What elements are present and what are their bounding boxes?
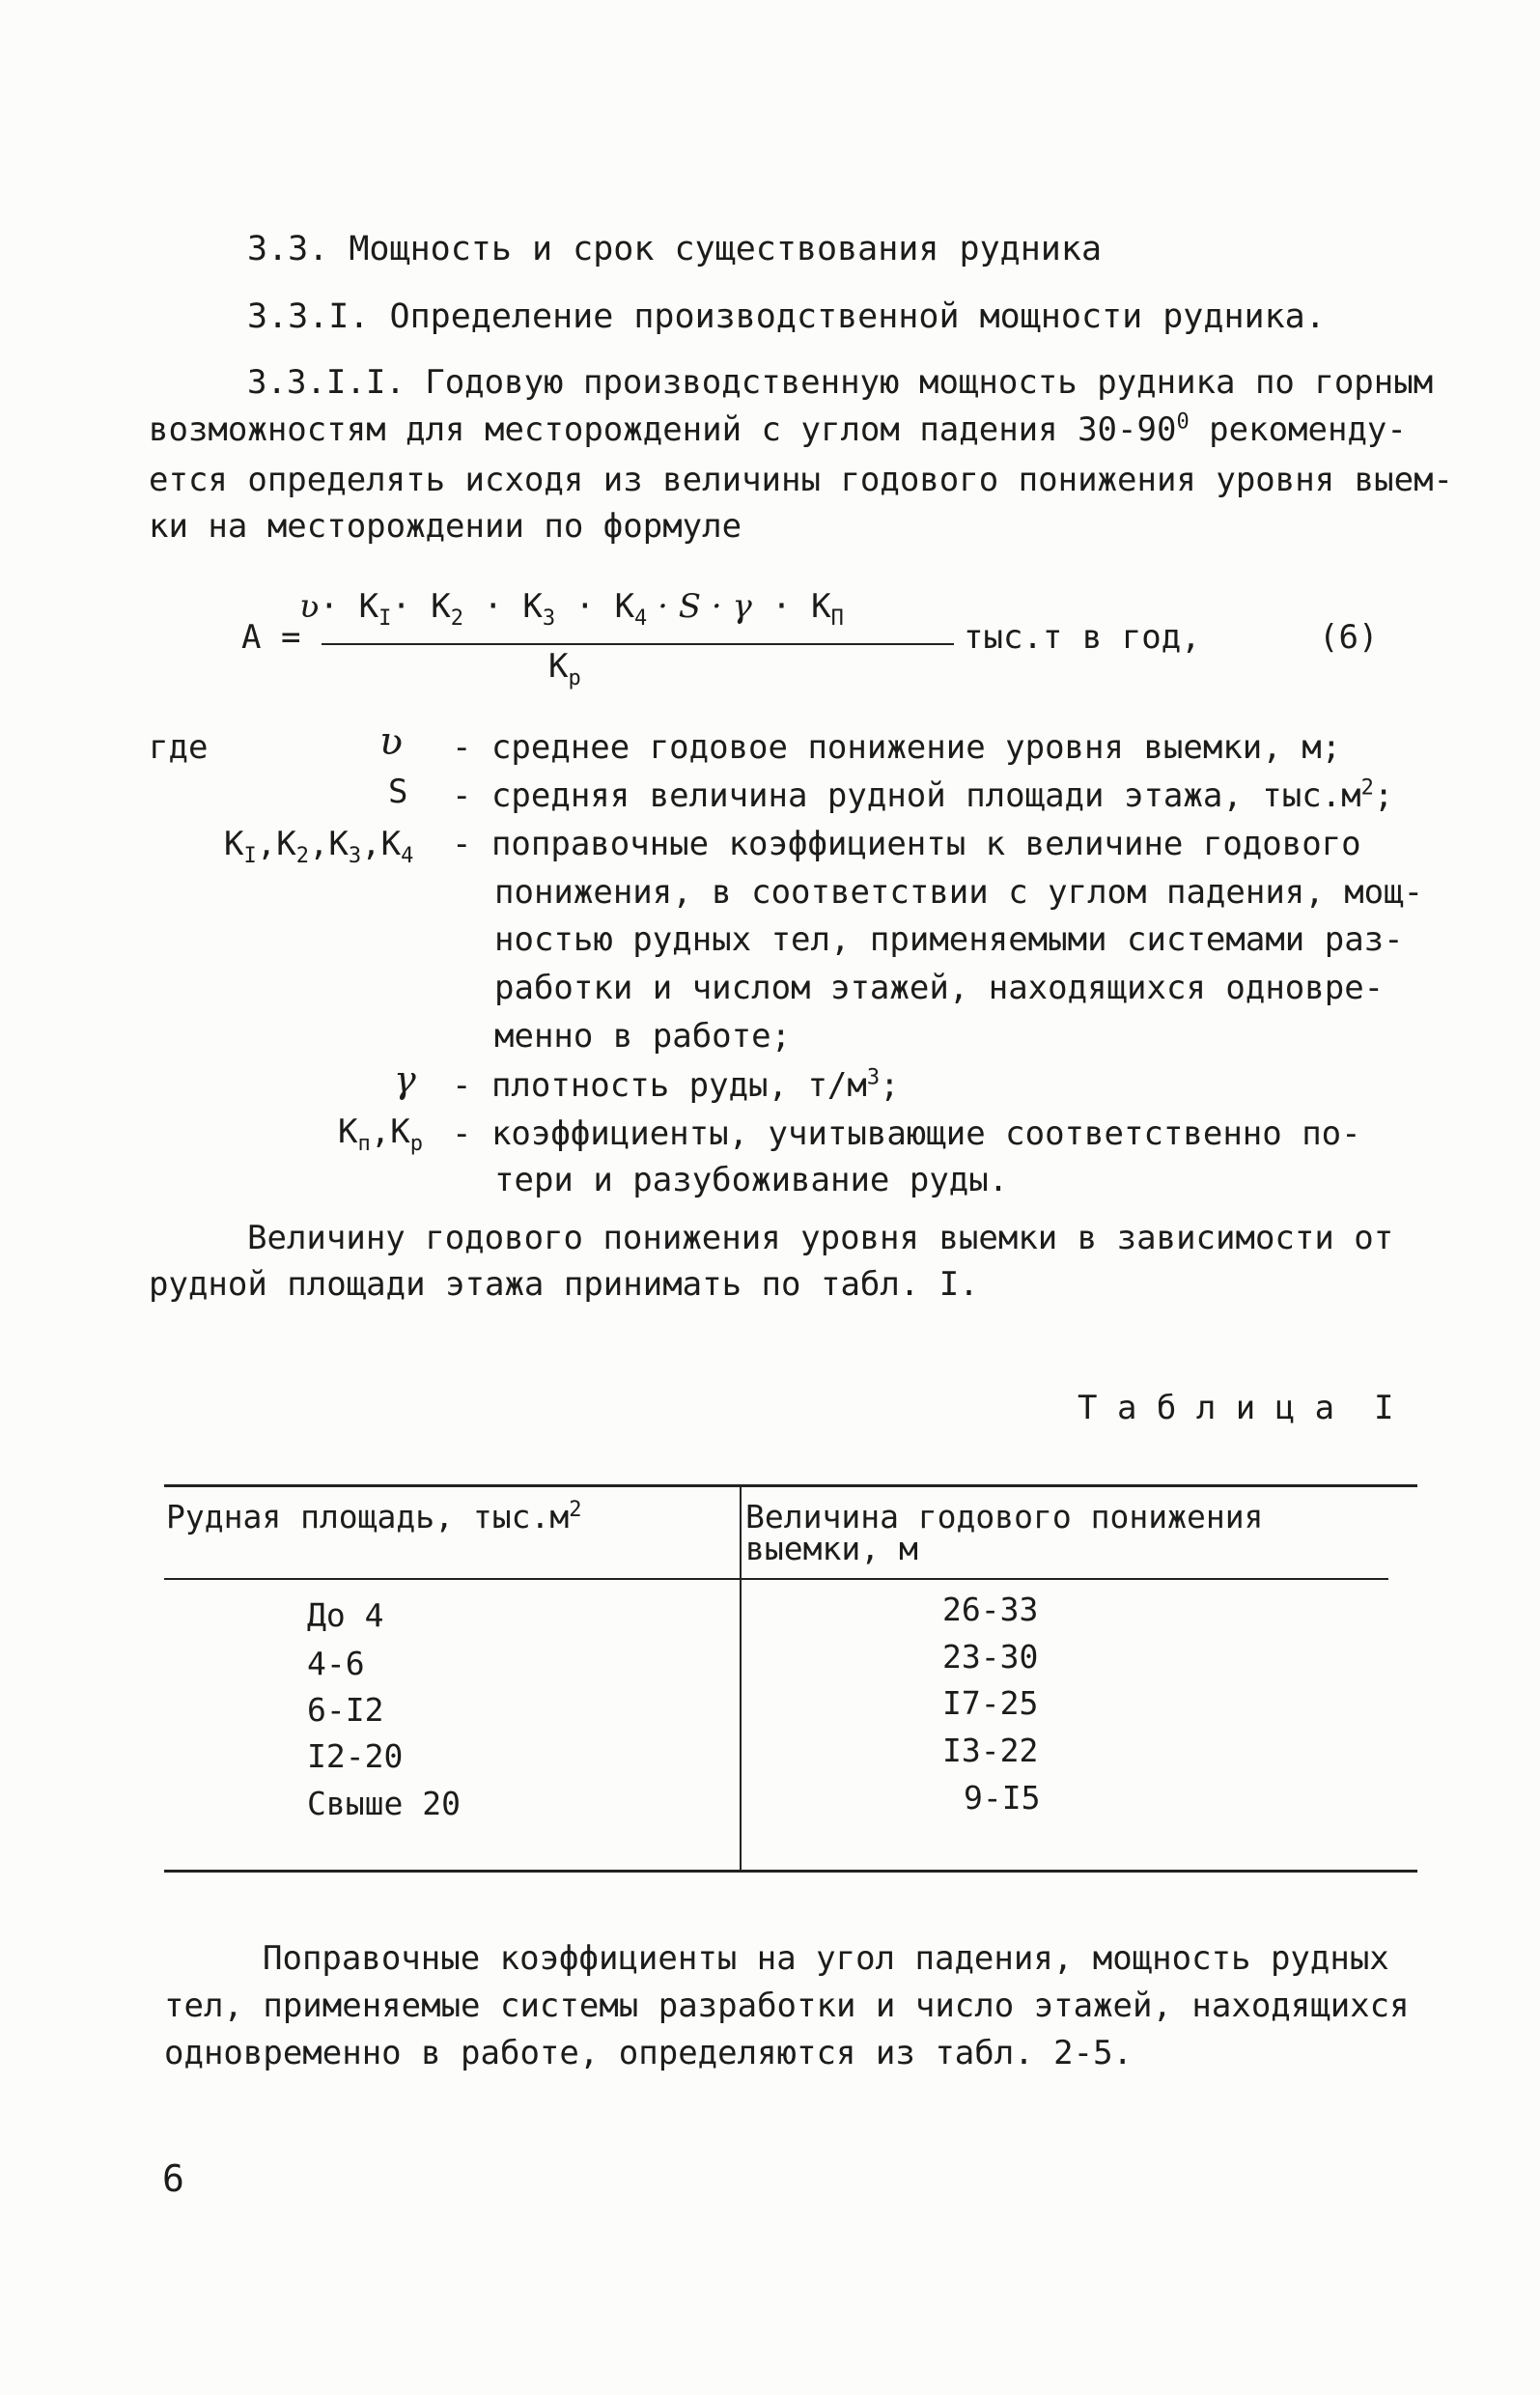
para3-line-1: Поправочные коэффициенты на угол падения, мощность рудных <box>263 1939 1389 1978</box>
para1-line-1: 3.3.I.I. Годовую производственную мощность рудника по горным <box>247 363 1434 402</box>
para3-line-3: одновременно в работе, определяются из табл. 2-5. <box>164 2034 1134 2072</box>
table-header-rule <box>164 1578 1388 1580</box>
def-text-kp-cont: тери и разубоживание руды. <box>494 1161 1009 1199</box>
def-text-k-cont-2: ностью рудных тел, применяемыми системами раз- <box>494 920 1404 959</box>
table-row-area: До 4 <box>307 1596 384 1634</box>
where-label: где <box>149 728 209 767</box>
para2-line-2: рудной площади этажа принимать по табл. I. <box>149 1265 979 1304</box>
def-text-k-cont-4: менно в работе; <box>494 1017 792 1056</box>
table-row-value: 23-30 <box>942 1638 1039 1676</box>
def-symbol-gamma: γ <box>394 1058 416 1101</box>
fraction-bar <box>322 643 954 645</box>
table-row-value: I3-22 <box>942 1732 1039 1769</box>
table-caption: Т а б л и ц а I <box>1078 1389 1394 1427</box>
def-text-s: - средняя величина рудной площади этажа, $тыс.м^2$; <box>452 775 1394 815</box>
table-row-value: 9-I5 <box>964 1779 1041 1817</box>
para3-line-2: тел, применяемые системы разработки и число этажей, находящихся <box>164 1986 1410 2025</box>
formula-denominator: $K_р$ <box>548 647 581 690</box>
def-text-k-cont-3: работки и числом этажей, находящихся одновре- <box>494 969 1385 1007</box>
def-symbol-s: S <box>388 773 408 811</box>
table-header-value-1: Величина годового понижения <box>745 1498 1264 1536</box>
table-bottom-rule <box>164 1870 1417 1873</box>
table-row-area: 6-I2 <box>307 1691 384 1729</box>
para1-line-4: ки на месторождении по формуле <box>149 507 742 546</box>
def-symbol-kp-kr: $K_п,K_р$ <box>338 1113 423 1156</box>
formula-numerator: ʋ· $K_I\cdot K_2 \cdot K_3 \cdot K_4 \cdot S \cdot \gamma \cdot K_П$ <box>299 587 844 631</box>
def-text-gamma: - плотность руды, $т/м^3$; <box>452 1065 900 1105</box>
def-text-kp-kr: - коэффициенты, учитывающие соответственно по- <box>452 1114 1361 1153</box>
para2-line-1: Величину годового понижения уровня выемки в зависимости от <box>247 1219 1394 1257</box>
def-text-k-cont-1: понижения, в соответствии с углом падения, мощ- <box>494 873 1424 912</box>
table-row-area: I2-20 <box>307 1737 404 1775</box>
def-text-k1-k4: - поправочные коэффициенты к величине годового <box>452 825 1361 863</box>
page-number: 6 <box>162 2157 184 2200</box>
para1-line-3: ется определять исходя из величины годового понижения уровня выем- <box>149 461 1454 499</box>
para1-line-2: возможностям для месторождений с углом падения $30-90^0$ рекоменду- <box>149 409 1407 449</box>
table-row-area: 4-6 <box>307 1645 365 1682</box>
table-row-value: 26-33 <box>942 1591 1039 1628</box>
def-symbol-k1-k4: $K_I,K_2,K_3,K_4$ <box>224 825 414 868</box>
section-heading-3-3: 3.3. Мощность и срок существования рудника <box>247 230 1103 268</box>
table-row-area: Свыше 20 <box>307 1785 461 1822</box>
formula-units: тыс.т в год, <box>964 618 1201 657</box>
def-symbol-v: ʋ <box>379 719 404 764</box>
formula-number: (6) <box>1319 618 1379 657</box>
def-text-v: - среднее годовое понижение уровня выемки, м; <box>452 728 1342 767</box>
section-heading-3-3-1: 3.3.I. Определение производственной мощности рудника. <box>247 297 1326 336</box>
table-header-value-2: выемки, м <box>745 1530 918 1567</box>
table-row-value: I7-25 <box>942 1684 1039 1722</box>
table-column-divider <box>740 1487 742 1872</box>
formula-lhs: A = <box>241 618 301 657</box>
table-top-rule <box>164 1484 1417 1487</box>
table-header-area: Рудная площадь, $тыс.м^2$ <box>166 1498 582 1536</box>
